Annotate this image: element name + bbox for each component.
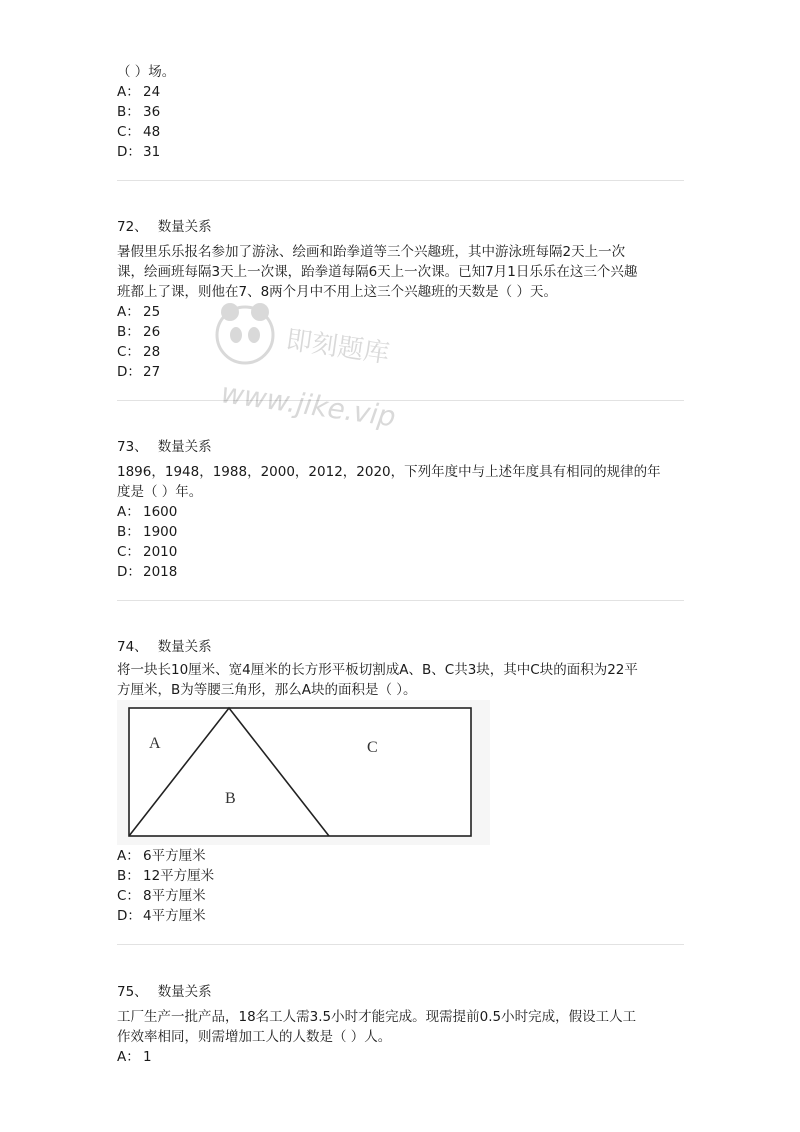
q71-option-d[interactable]: D： 31	[117, 144, 161, 160]
q73-option-b[interactable]: B： 1900	[117, 524, 178, 540]
q73-text-line: 度是（ ）年。	[117, 484, 203, 500]
question-number: 74、	[117, 639, 148, 655]
q75-text-line: 工厂生产一批产品，18名工人需3.5小时才能完成。现需提前0.5小时完成，假设工人工	[117, 1009, 637, 1025]
q73-option-d[interactable]: D： 2018	[117, 564, 178, 580]
region-b-label: B	[225, 790, 236, 807]
divider	[117, 944, 684, 945]
question-number: 72、	[117, 219, 148, 235]
question-number: 73、	[117, 439, 148, 455]
watermark-brand: 即刻题库	[284, 325, 392, 370]
q74-option-d[interactable]: D： 4平方厘米	[117, 908, 206, 924]
watermark	[210, 290, 430, 430]
question-category: 数量关系	[157, 439, 212, 455]
q74-option-b[interactable]: B： 12平方厘米	[117, 868, 215, 884]
q71-tail-text: （ ）场。	[117, 64, 176, 80]
q72-option-c[interactable]: C： 28	[117, 344, 161, 360]
q71-option-b[interactable]: B： 36	[117, 104, 161, 120]
q74-header	[117, 637, 222, 657]
q72-header	[117, 217, 222, 237]
q72-option-b[interactable]: B： 26	[117, 324, 161, 340]
divider	[117, 180, 684, 181]
outer-rectangle	[129, 708, 471, 836]
q74-text-line: 将一块长10厘米、宽4厘米的长方形平板切割成A、B、C共3块，其中C块的面积为22平	[117, 662, 638, 678]
q74-option-c[interactable]: C： 8平方厘米	[117, 888, 206, 904]
q72-option-a[interactable]: A： 25	[117, 304, 161, 320]
q71-option-a[interactable]: A： 24	[117, 84, 161, 100]
q75-option-a[interactable]: A： 1	[117, 1049, 152, 1065]
question-category: 数量关系	[157, 984, 212, 1000]
q75-header	[117, 982, 222, 1002]
q71-option-c[interactable]: C： 48	[117, 124, 161, 140]
q72-text-line: 班都上了课，则他在7、8两个月中不用上这三个兴趣班的天数是（ ）天。	[117, 284, 557, 300]
rectangle-figure	[117, 700, 490, 845]
question-category: 数量关系	[157, 639, 212, 655]
region-a-label: A	[149, 735, 161, 752]
region-c-label: C	[367, 739, 378, 756]
q72-text-line: 课，绘画班每隔3天上一次课，跆拳道每隔6天上一次课。已知7月1日乐乐在这三个兴趣	[117, 264, 638, 280]
q74-text-line: 方厘米，B为等腰三角形，那么A块的面积是（ ）。	[117, 682, 417, 698]
q72-option-d[interactable]: D： 27	[117, 364, 161, 380]
question-number: 75、	[117, 984, 148, 1000]
q74-option-a[interactable]: A： 6平方厘米	[117, 848, 206, 864]
q75-text-line: 作效率相同，则需增加工人的人数是（ ）人。	[117, 1029, 392, 1045]
q73-header	[117, 437, 222, 457]
watermark-url: www.jike.vip	[219, 376, 398, 430]
rectangle-diagram	[117, 700, 490, 845]
question-category: 数量关系	[157, 219, 212, 235]
panda-logo-icon	[210, 290, 430, 430]
q72-text-line: 暑假里乐乐报名参加了游泳、绘画和跆拳道等三个兴趣班，其中游泳班每隔2天上一次	[117, 244, 626, 260]
q73-option-a[interactable]: A： 1600	[117, 504, 178, 520]
q73-option-c[interactable]: C： 2010	[117, 544, 178, 560]
divider	[117, 600, 684, 601]
q73-text-line: 1896，1948，1988，2000，2012，2020，下列年度中与上述年度具有相同的规律的年	[117, 464, 661, 480]
